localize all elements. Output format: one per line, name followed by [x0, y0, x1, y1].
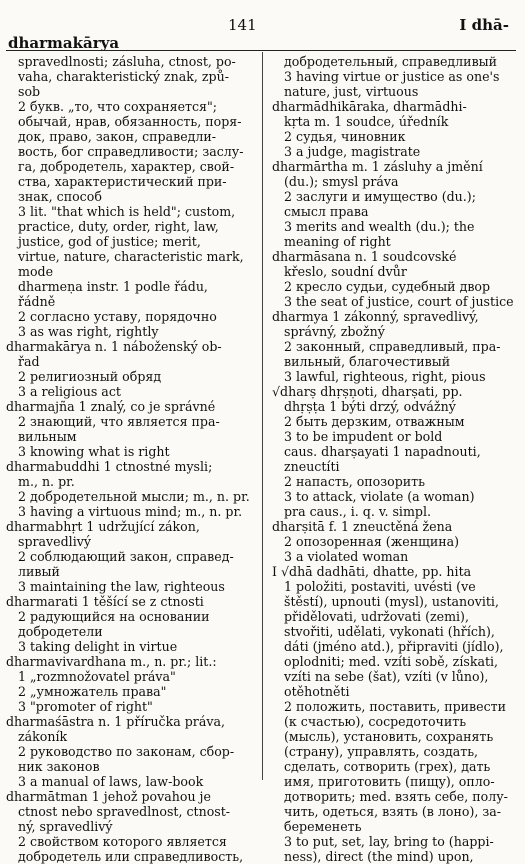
entry-line: přidělovati, udržovati (zemi),	[284, 609, 469, 624]
entry-line: 3 a violated woman	[284, 549, 409, 564]
entry-line: 2 букв. „то, что сохраняется";	[18, 99, 218, 114]
entry-line: 3 merits and wealth (du.); the	[284, 219, 475, 234]
entry-line: dharmavivardhana m., n. pr.; lit.:	[6, 654, 217, 669]
entry-line: 2 радующийся на основании	[18, 609, 210, 624]
entry-line: добродетели	[18, 624, 103, 639]
entry-line: zneuctíti	[284, 459, 340, 474]
entry-line: 2 соблюдающий закон, справед-	[18, 549, 234, 564]
entry-line: ливый	[18, 564, 60, 579]
entry-line: вильный, благочестивый	[284, 354, 451, 369]
entry-line: √dharṣ dhṛṣṇoti, dharṣati, pp.	[272, 384, 463, 399]
entry-line: dharṣitā f. 1 zneuctěná žena	[272, 519, 453, 534]
entry-line: otěhotněti	[284, 684, 350, 699]
entry-line: 3 having a virtuous mind; m., n. pr.	[18, 504, 243, 519]
column-divider	[262, 52, 263, 780]
entry-line: dharmajña 1 znalý, co je správné	[6, 399, 216, 414]
entry-line: беременеть	[284, 819, 362, 834]
entry-line: sob	[18, 84, 41, 99]
entry-line: stvořiti, udělati, vykonati (hřích),	[284, 624, 495, 639]
entry-line: сделать, сотворить (грех), дать	[284, 759, 491, 774]
entry-line: ctnost nebo spravedlnost, ctnost-	[18, 804, 231, 819]
entry-line: meaning of right	[284, 234, 391, 249]
left-column	[6, 54, 256, 864]
entry-line: dharmya 1 zákonný, spravedlivý,	[272, 309, 479, 324]
right-column	[272, 54, 522, 864]
entry-line: dharmārtha m. 1 zásluhy a jmění	[272, 159, 483, 174]
entry-line: practice, duty, order, right, law,	[18, 219, 219, 234]
header-right-guide-word: I dhā-	[459, 16, 509, 34]
entry-line: 2 „умножатель права"	[18, 684, 167, 699]
entry-line: spravedlnosti; zásluha, ctnost, po-	[18, 54, 236, 69]
entry-line: 2 руководство по законам, сбор-	[18, 744, 235, 759]
entry-line: 3 taking delight in virtue	[18, 639, 178, 654]
entry-line: 2 законный, справедливый, пра-	[284, 339, 501, 354]
entry-line: док, право, закон, справедли-	[18, 129, 217, 144]
entry-line: virtue, nature, characteristic mark,	[18, 249, 244, 264]
entry-line: spravedlivý	[18, 534, 91, 549]
entry-line: 2 религиозный обряд	[18, 369, 162, 384]
entry-line: 3 as was right, rightly	[18, 324, 159, 339]
entry-line: 3 a judge, magistrate	[284, 144, 421, 159]
entry-line: 1 položiti, postaviti, uvésti (ve	[284, 579, 476, 594]
entry-line: dharmarati 1 těšící se z ctnosti	[6, 594, 204, 609]
entry-line: caus. dharṣayati 1 napadnouti,	[284, 444, 481, 459]
entry-line: m., n. pr.	[18, 474, 75, 489]
entry-line: ник законов	[18, 759, 100, 774]
entry-line: mode	[18, 264, 54, 279]
page-header	[0, 14, 525, 52]
entry-line: 3 the seat of justice, court of justice	[284, 294, 514, 309]
entry-line: имя, приготовить (пищу), оплo-	[284, 774, 495, 789]
entry-line: pra caus., i. q. v. simpl.	[284, 504, 431, 519]
entry-line: dharmabuddhi 1 ctnostné mysli;	[6, 459, 213, 474]
entry-line: I √dhā dadhāti, dhatte, pp. hita	[272, 564, 472, 579]
entry-line: 2 заслуги и имущество (du.);	[284, 189, 476, 204]
entry-line: 3 a manual of laws, law-book	[18, 774, 204, 789]
entry-line: 2 знающий, что является пра-	[18, 414, 220, 429]
entry-line: dharmāsana n. 1 soudcovské	[272, 249, 457, 264]
entry-line: kṛta m. 1 soudce, úředník	[284, 114, 449, 129]
entry-line: 2 положить, поставить, привести	[284, 699, 507, 714]
entry-line: (к счастью), сосредоточить	[284, 714, 467, 729]
entry-line: zákoník	[18, 729, 68, 744]
entry-line: dharmabhṛt 1 udržující zákon,	[6, 519, 200, 534]
entry-line: dáti (jméno atd.), připraviti (jídlo),	[284, 639, 504, 654]
entry-line: 2 быть дерзким, отважным	[284, 414, 465, 429]
page-number: 141	[228, 16, 257, 34]
entry-line: дотворить; med. взять себе, полу-	[284, 789, 508, 804]
entry-line: 3 "promoter of right"	[18, 699, 153, 714]
entry-line: řádně	[18, 294, 56, 309]
entry-line: 3 having virtue or justice as one's	[284, 69, 500, 84]
entry-line: вильным	[18, 429, 77, 444]
entry-line: смысл права	[284, 204, 369, 219]
entry-line: 3 lit. "that which is held"; custom,	[18, 204, 236, 219]
header-rule	[6, 50, 516, 51]
entry-line: nature, just, virtuous	[284, 84, 419, 99]
entry-line: křeslo, soudní dvůr	[284, 264, 407, 279]
entry-line: oplodniti; med. vzíti sobě, získati,	[284, 654, 499, 669]
entry-line: 2 опозоренная (женщина)	[284, 534, 460, 549]
entry-line: вость, бог справедливости; заслу-	[18, 144, 244, 159]
entry-line: 3 maintaining the law, righteous	[18, 579, 225, 594]
entry-line: 2 свойством которого является	[18, 834, 227, 849]
entry-line: ства, характеристический при-	[18, 174, 227, 189]
entry-line: 3 knowing what is right	[18, 444, 170, 459]
entry-line: dharmātman 1 jehož povahou je	[6, 789, 211, 804]
entry-line: га, добродетель, характер, свой-	[18, 159, 235, 174]
entry-line: dharmakārya n. 1 náboženský ob-	[6, 339, 222, 354]
entry-line: dharmaśāstra n. 1 příručka práva,	[6, 714, 225, 729]
entry-line: 2 напасть, опозорить	[284, 474, 425, 489]
entry-line: dhṛṣṭa 1 býti drzý, odvážný	[284, 399, 456, 414]
entry-line: знак, способ	[18, 189, 102, 204]
entry-line: správný, zbožný	[284, 324, 385, 339]
entry-line: 3 lawful, righteous, right, pious	[284, 369, 486, 384]
entry-line: ness), direct (the mind) upon,	[284, 849, 474, 864]
entry-line: ný, spravedlivý	[18, 819, 113, 834]
entry-line: štěstí), upnouti (mysl), ustanoviti,	[284, 594, 499, 609]
entry-line: чить, одеться, взять (в лоно), за-	[284, 804, 502, 819]
entry-line: dharmādhikāraka, dharmādhi-	[272, 99, 467, 114]
entry-line: 3 to be impudent or bold	[284, 429, 443, 444]
entry-line: 1 „rozmnožovatel práva"	[18, 669, 176, 684]
entry-line: (мысль), установить, сохранять	[284, 729, 494, 744]
entry-line: обычай, нрав, обязанность, поря-	[18, 114, 242, 129]
entry-line: 2 судья, чиновник	[284, 129, 406, 144]
entry-line: dharmeṇa instr. 1 podle řádu,	[18, 279, 208, 294]
entry-line: vaha, charakteristický znak, způ-	[18, 69, 229, 84]
entry-line: 3 to put, set, lay, bring to (happi-	[284, 834, 494, 849]
entry-line: (du.); smysl práva	[284, 174, 399, 189]
entry-line: (страну), управлять, создать,	[284, 744, 479, 759]
entry-line: 3 to attack, violate (a woman)	[284, 489, 475, 504]
entry-line: justice, god of justice; merit,	[18, 234, 201, 249]
entry-line: добродетель или справедливость,	[18, 849, 244, 864]
entry-line: 2 добродетельной мысли; m., n. pr.	[18, 489, 250, 504]
entry-line: 3 a religious act	[18, 384, 121, 399]
entry-line: 2 согласно уставу, порядочно	[18, 309, 217, 324]
entry-line: vzíti na sebe (šat), vzíti (v lůno),	[284, 669, 489, 684]
entry-line: добродетельный, справедливый	[284, 54, 498, 69]
entry-line: řad	[18, 354, 40, 369]
entry-line: 2 кресло судьи, судебный двор	[284, 279, 491, 294]
header-left-guide-word: dharmakārya	[8, 34, 120, 52]
